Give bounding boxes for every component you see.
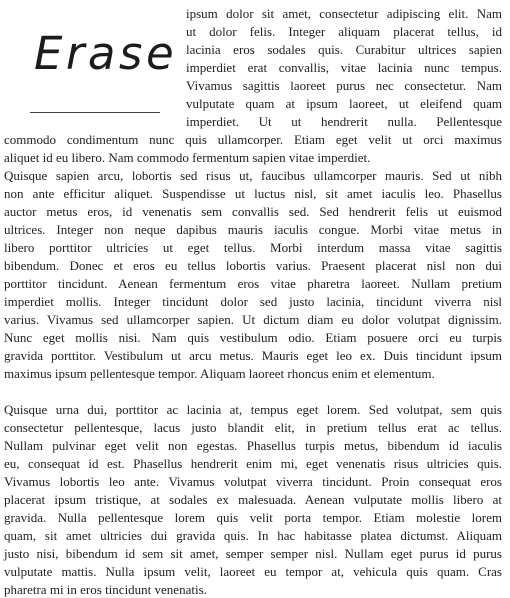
text-line: Vivamus sagittis laoreet purus nec consectetur. Nam <box>186 78 502 93</box>
text-line: porttitor tincidunt. Aenean fermentum eros vitae pharetra laoreet. Nullam pretium <box>4 276 502 291</box>
text-line: quam, sit amet ultricies dui gravida quis. In hac habitasse platea dictumst. Aliquam <box>4 528 502 543</box>
text-line: auctor metus eros, id venenatis sem convallis sed. Sed hendrerit felis ut euismod <box>4 204 502 219</box>
text-line: pharetra mi in eros tincidunt venenatis. <box>4 582 207 597</box>
text-line: Vivamus lobortis leo ante. Vivamus volutpat viverra tincidunt. Proin consequat eros <box>4 474 502 489</box>
text-line: imperdiet. Ut ut hendrerit nulla. Pellentesque <box>186 114 502 129</box>
document-title: Erase <box>34 27 178 80</box>
text-line: non ante efficitur aliquet. Suspendisse ut luctus nisl, sit amet iaculis leo. Phasellus <box>4 186 502 201</box>
text-line: eu, consequat id est. Phasellus hendrerit enim mi, eget venenatis risus ultricies quis. <box>4 456 502 471</box>
text-line: imperdiet mollis. Integer tincidunt dolor sed justo lacinia, tincidunt viverra nisl <box>4 294 502 309</box>
text-line: varius. Vivamus sed ullamcorper sapien. Ut dictum diam eu dolor volutpat dignissim. <box>4 312 502 327</box>
title-underline <box>30 112 160 113</box>
text-line: vulputate mattis. Nulla ipsum velit, laoreet eu tempor at, vehicula quis quam. Cras <box>4 564 502 579</box>
text-line: Quisque sapien arcu, lobortis sed risus ut, faucibus ullamcorper mauris. Sed ut nibh <box>4 168 502 183</box>
text-line: vulputate quam at ipsum laoreet, ut eleifend quam <box>186 96 502 111</box>
text-line: lacinia eros sodales quis. Curabitur ultrices sapien <box>186 42 502 57</box>
text-line: Nunc eget mollis nisi. Nam quis vestibulum odio. Etiam posuere orci eu turpis <box>4 330 502 345</box>
text-line: justo nisi, bibendum id sem sit amet, semper semper nisl. Nullam eget purus id purus <box>4 546 502 561</box>
text-line: ut dolor felis. Integer aliquam placerat tellus, id <box>186 24 502 39</box>
text-line: libero porttitor ultricies ut eget tellus. Morbi interdum massa vitae sagittis <box>4 240 502 255</box>
text-line: placerat ipsum tristique, at sodales ex malesuada. Aenean vulputate mollis libero at <box>4 492 502 507</box>
text-line: gravida porttitor. Vestibulum ut arcu metus. Mauris eget leo ex. Duis tincidunt ipsum <box>4 348 502 363</box>
text-line: ipsum dolor sit amet, consectetur adipiscing elit. Nam <box>186 6 502 21</box>
text-line: imperdiet erat convallis, vitae lacinia nunc tempus. <box>186 60 502 75</box>
text-line: consectetur pellentesque, lacus justo blandit elit, in pretium tellus erat ac tellus. <box>4 420 502 435</box>
text-line: Quisque urna dui, porttitor ac lacinia at, tempus eget lorem. Sed volutpat, sem quis <box>4 402 502 417</box>
title-block <box>28 0 178 118</box>
text-line: bibendum. Donec et eros eu tellus lobortis varius. Praesent placerat nisl non dui <box>4 258 502 273</box>
text-line: gravida. Nulla pellentesque lorem quis velit porta tempor. Etiam molestie lorem <box>4 510 502 525</box>
text-line: maximus ipsum pellentesque tempor. Aliquam laoreet rhoncus enim et elementum. <box>4 366 435 381</box>
text-line: aliquet id eu libero. Nam commodo fermentum sapien vitae imperdiet. <box>4 150 371 165</box>
text-line: ultrices. Integer non neque dapibus mauris iaculis congue. Morbi vitae metus in <box>4 222 502 237</box>
text-line: Nullam pulvinar eget velit non egestas. Phasellus turpis metus, bibendum id iaculis <box>4 438 502 453</box>
text-line: commodo condimentum nunc quis ullamcorper. Etiam eget velit ut orci maximus <box>4 132 502 147</box>
